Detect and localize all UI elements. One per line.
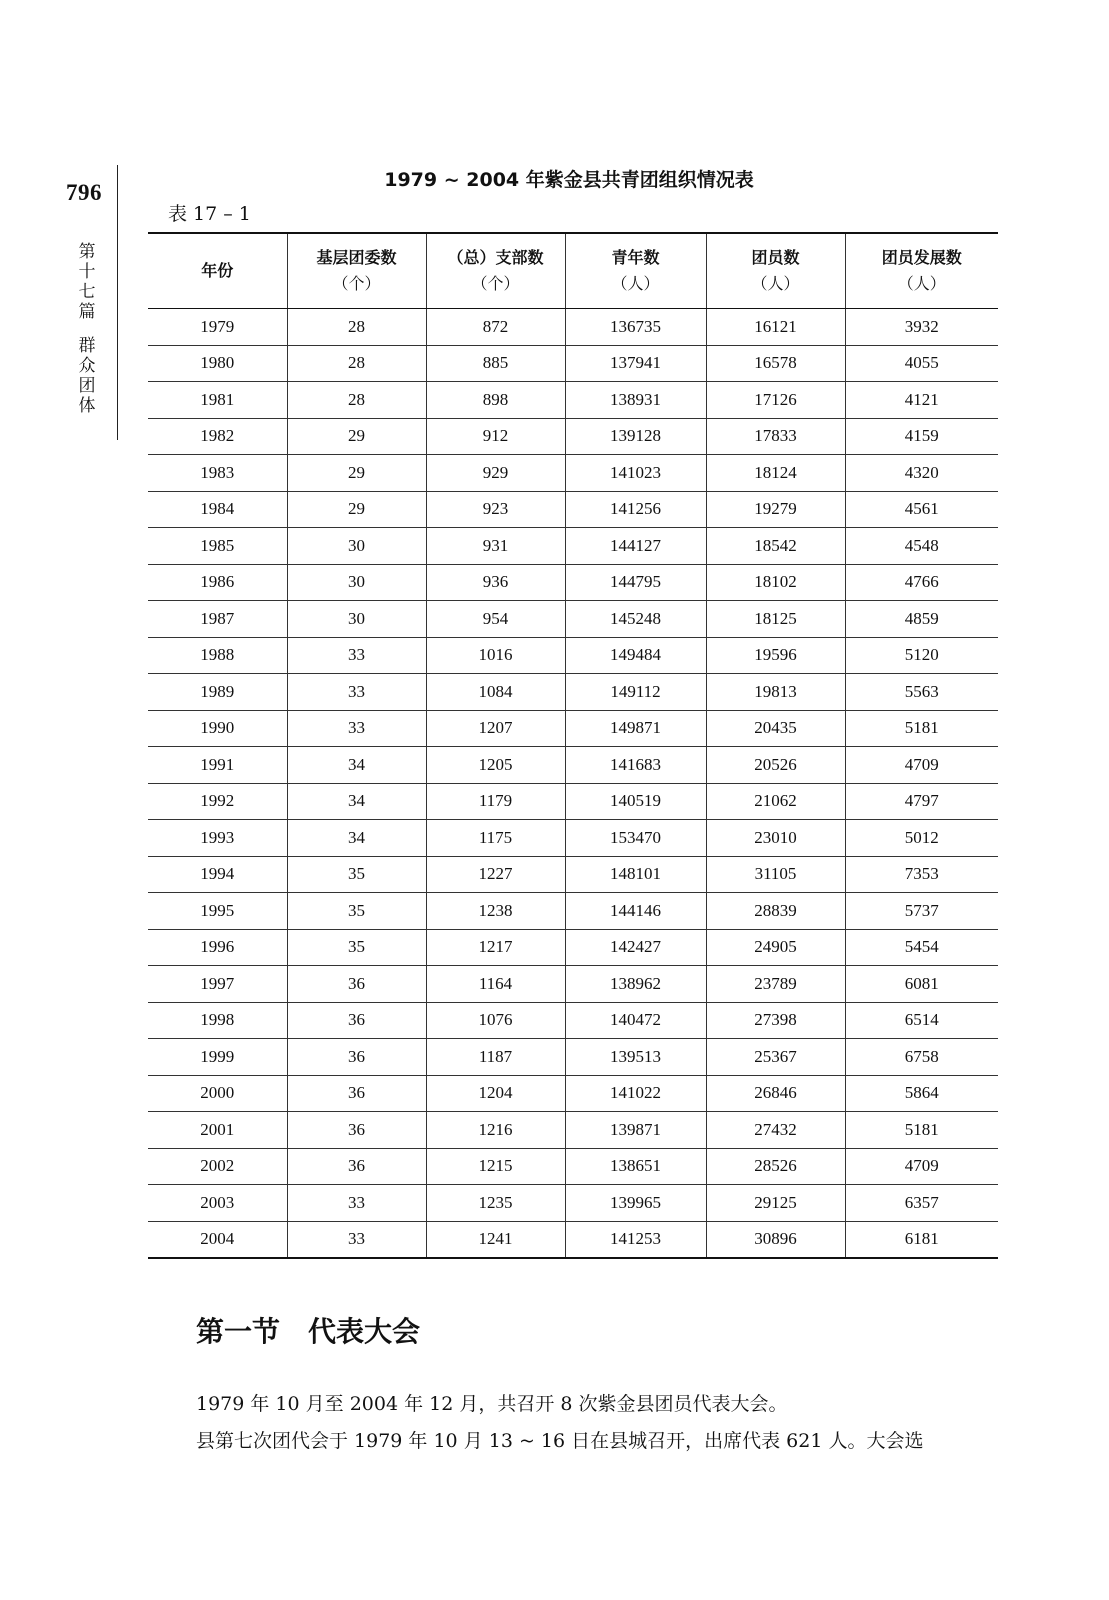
- table-cell: 36: [287, 1039, 426, 1076]
- table-row: [148, 309, 998, 346]
- table-cell: 30: [287, 564, 426, 601]
- table-cell: 29125: [706, 1185, 845, 1222]
- table-cell: 33: [287, 1185, 426, 1222]
- table-cell: 1998: [148, 1002, 287, 1039]
- table-row: [148, 929, 998, 966]
- table-cell: 1990: [148, 710, 287, 747]
- table-cell: 4320: [845, 455, 998, 492]
- table-cell: 1996: [148, 929, 287, 966]
- table-cell: 1084: [426, 674, 565, 711]
- table-cell: 145248: [565, 601, 706, 638]
- header-youth: 青年数 （人）: [565, 233, 706, 309]
- table-cell: 885: [426, 345, 565, 382]
- table-row: [148, 1039, 998, 1076]
- table-cell: 139965: [565, 1185, 706, 1222]
- table-cell: 1179: [426, 783, 565, 820]
- table-cell: 1982: [148, 418, 287, 455]
- table-row: [148, 1002, 998, 1039]
- table-cell: 1238: [426, 893, 565, 930]
- page-number: 796: [66, 180, 102, 205]
- table-cell: 35: [287, 893, 426, 930]
- table-row: [148, 455, 998, 492]
- table-cell: 149112: [565, 674, 706, 711]
- table-header-row: [148, 233, 998, 309]
- running-header-title: 群众团体: [78, 336, 96, 416]
- table-row: [148, 747, 998, 784]
- table-cell: 25367: [706, 1039, 845, 1076]
- header-new-members: 团员发展数 （人）: [845, 233, 998, 309]
- table-cell: 1992: [148, 783, 287, 820]
- table-cell: 139128: [565, 418, 706, 455]
- running-header: [76, 242, 98, 416]
- table-cell: 33: [287, 637, 426, 674]
- table-cell: 5864: [845, 1075, 998, 1112]
- table-cell: 929: [426, 455, 565, 492]
- table-cell: 27432: [706, 1112, 845, 1149]
- table-cell: 141683: [565, 747, 706, 784]
- table-cell: 923: [426, 491, 565, 528]
- table-cell: 1241: [426, 1221, 565, 1258]
- table-cell: 1987: [148, 601, 287, 638]
- table-cell: 6758: [845, 1039, 998, 1076]
- table-cell: 4121: [845, 382, 998, 419]
- table-cell: 28839: [706, 893, 845, 930]
- table-cell: 137941: [565, 345, 706, 382]
- body-paragraph: 县第七次团代会于 1979 年 10 月 13 ~ 16 日在县城召开，出席代表 621 人。大会选: [196, 1430, 924, 1452]
- table-cell: 6357: [845, 1185, 998, 1222]
- table-cell: 4797: [845, 783, 998, 820]
- table-cell: 20435: [706, 710, 845, 747]
- table-cell: 4859: [845, 601, 998, 638]
- table-cell: 2001: [148, 1112, 287, 1149]
- table-cell: 898: [426, 382, 565, 419]
- table-cell: 35: [287, 929, 426, 966]
- table-cell: 1207: [426, 710, 565, 747]
- table-cell: 26846: [706, 1075, 845, 1112]
- table-cell: 19596: [706, 637, 845, 674]
- table-cell: 16578: [706, 345, 845, 382]
- table-cell: 5012: [845, 820, 998, 857]
- table-cell: 7353: [845, 856, 998, 893]
- table-row: [148, 528, 998, 565]
- youth-league-table: [148, 232, 998, 1259]
- table-cell: 1217: [426, 929, 565, 966]
- table-row: [148, 491, 998, 528]
- table-cell: 29: [287, 455, 426, 492]
- table-title: 1979 ~ 2004 年紫金县共青团组织情况表: [384, 169, 754, 191]
- table-cell: 1187: [426, 1039, 565, 1076]
- table-row: [148, 1148, 998, 1185]
- table-cell: 954: [426, 601, 565, 638]
- table-body: [148, 309, 998, 1259]
- table-cell: 21062: [706, 783, 845, 820]
- table-cell: 4055: [845, 345, 998, 382]
- table-cell: 20526: [706, 747, 845, 784]
- table-cell: 28: [287, 309, 426, 346]
- table-cell: 141253: [565, 1221, 706, 1258]
- table-cell: 36: [287, 1148, 426, 1185]
- table-cell: 144127: [565, 528, 706, 565]
- header-year: 年份: [148, 233, 287, 309]
- table-cell: 5563: [845, 674, 998, 711]
- header-members: 团员数 （人）: [706, 233, 845, 309]
- table-cell: 2003: [148, 1185, 287, 1222]
- table-row: [148, 1112, 998, 1149]
- table-row: [148, 1075, 998, 1112]
- table-cell: 1016: [426, 637, 565, 674]
- table-row: [148, 1221, 998, 1258]
- table-cell: 4561: [845, 491, 998, 528]
- table-row: [148, 783, 998, 820]
- table-cell: 141022: [565, 1075, 706, 1112]
- table-cell: 5454: [845, 929, 998, 966]
- table-row: [148, 710, 998, 747]
- table-cell: 34: [287, 747, 426, 784]
- table-row: [148, 820, 998, 857]
- table-label: 表 17 – 1: [168, 203, 251, 225]
- table-cell: 4709: [845, 747, 998, 784]
- table-cell: 36: [287, 1112, 426, 1149]
- table-cell: 4709: [845, 1148, 998, 1185]
- table-cell: 1164: [426, 966, 565, 1003]
- table-cell: 3932: [845, 309, 998, 346]
- table-cell: 36: [287, 1075, 426, 1112]
- table-cell: 142427: [565, 929, 706, 966]
- table-cell: 1997: [148, 966, 287, 1003]
- table-cell: 23789: [706, 966, 845, 1003]
- table-cell: 6181: [845, 1221, 998, 1258]
- table-cell: 1985: [148, 528, 287, 565]
- table-cell: 31105: [706, 856, 845, 893]
- table-cell: 148101: [565, 856, 706, 893]
- table-cell: 139513: [565, 1039, 706, 1076]
- table-row: [148, 601, 998, 638]
- table-cell: 140472: [565, 1002, 706, 1039]
- table-cell: 1076: [426, 1002, 565, 1039]
- header-committees: 基层团委数 （个）: [287, 233, 426, 309]
- table-cell: 30: [287, 528, 426, 565]
- table-cell: 141256: [565, 491, 706, 528]
- table-cell: 30896: [706, 1221, 845, 1258]
- table-cell: 23010: [706, 820, 845, 857]
- section-heading: 第一节 代表大会: [196, 1315, 421, 1348]
- body-paragraph: 1979 年 10 月至 2004 年 12 月，共召开 8 次紫金县团员代表大会。: [196, 1393, 788, 1415]
- table-cell: 29: [287, 491, 426, 528]
- table-cell: 1994: [148, 856, 287, 893]
- table-cell: 1988: [148, 637, 287, 674]
- table-row: [148, 382, 998, 419]
- table-cell: 36: [287, 1002, 426, 1039]
- table-cell: 6081: [845, 966, 998, 1003]
- table-row: [148, 674, 998, 711]
- table-cell: 2002: [148, 1148, 287, 1185]
- table-cell: 1235: [426, 1185, 565, 1222]
- table-cell: 17833: [706, 418, 845, 455]
- table-cell: 29: [287, 418, 426, 455]
- table-cell: 18102: [706, 564, 845, 601]
- table-cell: 1995: [148, 893, 287, 930]
- table-cell: 1991: [148, 747, 287, 784]
- table-cell: 1204: [426, 1075, 565, 1112]
- table-row: [148, 966, 998, 1003]
- table-cell: 1981: [148, 382, 287, 419]
- table-cell: 144146: [565, 893, 706, 930]
- table-cell: 18124: [706, 455, 845, 492]
- table-cell: 18542: [706, 528, 845, 565]
- table-row: [148, 856, 998, 893]
- table-cell: 5120: [845, 637, 998, 674]
- table-cell: 18125: [706, 601, 845, 638]
- table-cell: 24905: [706, 929, 845, 966]
- table-cell: 931: [426, 528, 565, 565]
- table-cell: 2004: [148, 1221, 287, 1258]
- table-cell: 1205: [426, 747, 565, 784]
- table-cell: 1175: [426, 820, 565, 857]
- table-cell: 33: [287, 1221, 426, 1258]
- running-header-part: 第十七篇: [78, 242, 96, 322]
- table-cell: 912: [426, 418, 565, 455]
- table-cell: 1215: [426, 1148, 565, 1185]
- table-cell: 28: [287, 382, 426, 419]
- table-cell: 1216: [426, 1112, 565, 1149]
- table-cell: 1999: [148, 1039, 287, 1076]
- table-row: [148, 637, 998, 674]
- table-cell: 30: [287, 601, 426, 638]
- table-cell: 5181: [845, 1112, 998, 1149]
- table-cell: 19813: [706, 674, 845, 711]
- table-cell: 6514: [845, 1002, 998, 1039]
- table-cell: 34: [287, 820, 426, 857]
- table-row: [148, 893, 998, 930]
- table-cell: 1984: [148, 491, 287, 528]
- table-cell: 27398: [706, 1002, 845, 1039]
- table-cell: 138962: [565, 966, 706, 1003]
- table-cell: 1980: [148, 345, 287, 382]
- table-row: [148, 564, 998, 601]
- table-row: [148, 418, 998, 455]
- table-cell: 149871: [565, 710, 706, 747]
- table-cell: 141023: [565, 455, 706, 492]
- header-branches: （总）支部数 （个）: [426, 233, 565, 309]
- table-cell: 36: [287, 966, 426, 1003]
- table-cell: 2000: [148, 1075, 287, 1112]
- margin-rule: [117, 165, 118, 440]
- table-cell: 19279: [706, 491, 845, 528]
- table-cell: 1986: [148, 564, 287, 601]
- table-cell: 1993: [148, 820, 287, 857]
- table-cell: 138931: [565, 382, 706, 419]
- table-cell: 936: [426, 564, 565, 601]
- table-cell: 28526: [706, 1148, 845, 1185]
- table-cell: 153470: [565, 820, 706, 857]
- table-cell: 1227: [426, 856, 565, 893]
- table-cell: 28: [287, 345, 426, 382]
- table-cell: 136735: [565, 309, 706, 346]
- table-cell: 4548: [845, 528, 998, 565]
- table-cell: 17126: [706, 382, 845, 419]
- table-cell: 138651: [565, 1148, 706, 1185]
- table-cell: 16121: [706, 309, 845, 346]
- table-row: [148, 1185, 998, 1222]
- table-cell: 4159: [845, 418, 998, 455]
- table-cell: 144795: [565, 564, 706, 601]
- table-cell: 139871: [565, 1112, 706, 1149]
- table-cell: 1983: [148, 455, 287, 492]
- table-cell: 4766: [845, 564, 998, 601]
- table-cell: 5181: [845, 710, 998, 747]
- table-cell: 1989: [148, 674, 287, 711]
- table-row: [148, 345, 998, 382]
- table-cell: 872: [426, 309, 565, 346]
- table-cell: 149484: [565, 637, 706, 674]
- table-cell: 33: [287, 710, 426, 747]
- table-cell: 5737: [845, 893, 998, 930]
- table-cell: 35: [287, 856, 426, 893]
- table-cell: 33: [287, 674, 426, 711]
- table-cell: 140519: [565, 783, 706, 820]
- table-cell: 1979: [148, 309, 287, 346]
- table-cell: 34: [287, 783, 426, 820]
